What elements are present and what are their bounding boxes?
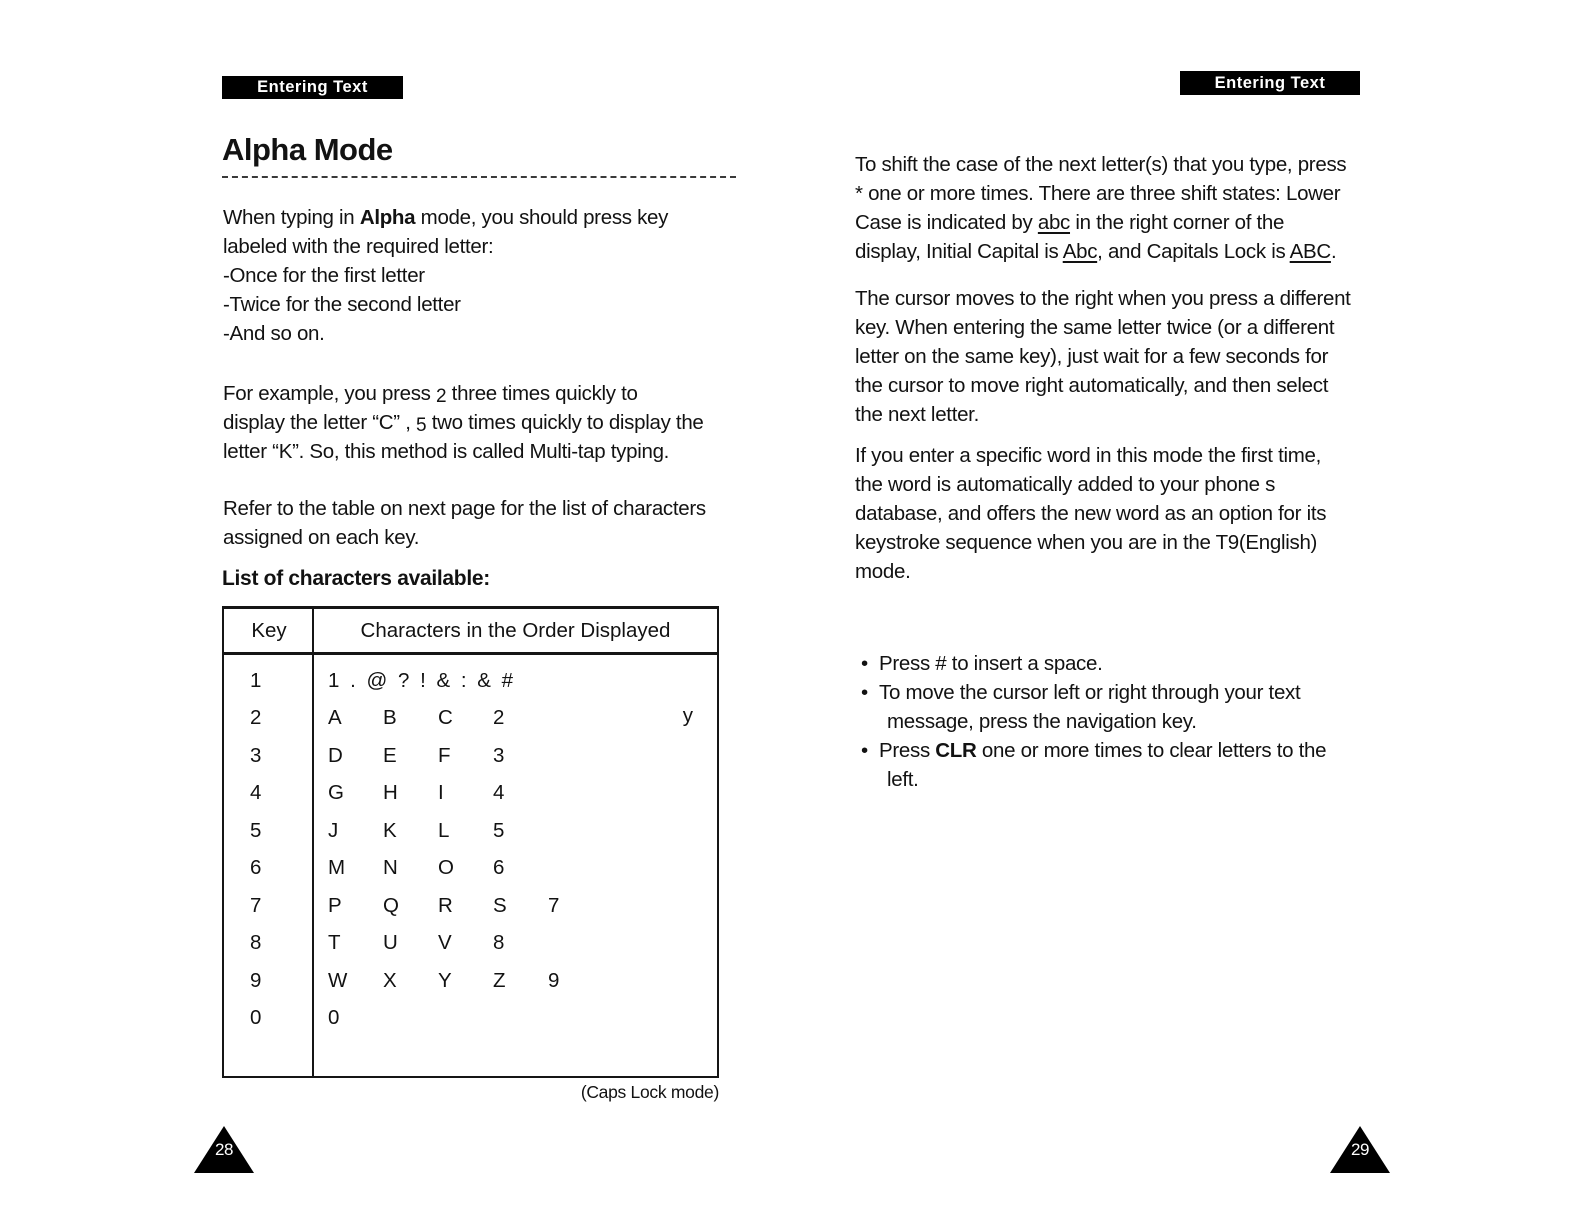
text-line: [855, 208, 1346, 237]
refer-paragraph: [223, 494, 706, 552]
character: Z: [493, 968, 506, 992]
table-cell-key: 6: [250, 856, 262, 880]
text-segment: mode, you should press key: [415, 206, 669, 229]
character: Y: [438, 968, 452, 992]
text-line: [223, 379, 704, 408]
text-line: the next letter.: [855, 403, 979, 426]
table-row: [224, 737, 717, 775]
table-cell-characters: [314, 744, 717, 768]
table-row: [224, 962, 717, 1000]
text-line: Refer to the table on next page for the list of characters: [223, 497, 706, 520]
table-row: [224, 925, 717, 963]
table-body: [224, 655, 717, 1037]
text-line: [223, 203, 668, 232]
table-cell-key: 5: [250, 818, 262, 842]
characters-table: [222, 606, 719, 1078]
character: 3: [493, 743, 505, 767]
text-line: -Twice for the second letter: [223, 293, 461, 316]
table-cell-key: 9: [250, 968, 262, 992]
character: E: [383, 743, 397, 767]
table-row: [224, 850, 717, 888]
bullet-continuation: left.: [887, 768, 919, 791]
intro-paragraph: [223, 203, 668, 348]
page-title: Alpha Mode: [222, 132, 393, 167]
text-segment: display the letter “C” ,: [223, 411, 417, 434]
table-header-characters: Characters in the Order Displayed: [360, 618, 671, 642]
character: A: [328, 706, 342, 730]
text-segment: For example, you press: [223, 382, 436, 405]
text-line: -Once for the first letter: [223, 264, 425, 287]
character: J: [328, 818, 339, 842]
table-cell-key: 3: [250, 743, 262, 767]
text-line: The cursor moves to the right when you press a different: [855, 287, 1351, 310]
text-segment: To move the cursor left or right through your text: [879, 681, 1301, 704]
character: D: [328, 743, 343, 767]
table-cell-characters: [314, 969, 717, 993]
bullet-icon: •: [861, 652, 868, 675]
cursor-paragraph: [855, 284, 1351, 429]
table-cell-characters: [314, 931, 717, 955]
text-line: the word is automatically added to your phone s: [855, 473, 1276, 496]
character: F: [438, 743, 451, 767]
character: N: [383, 856, 398, 880]
character: H: [383, 781, 398, 805]
character: P: [328, 893, 342, 917]
bullet-item: [857, 649, 1326, 678]
page-number-triangle-left: [194, 1126, 254, 1173]
character: T: [328, 931, 341, 955]
database-paragraph: [855, 441, 1326, 586]
text-segment: two times quickly to display the: [426, 411, 704, 434]
character: 4: [493, 781, 505, 805]
text-line: database, and offers the new word as an option for its: [855, 502, 1327, 525]
text-segment: one or more times to clear letters to the: [976, 739, 1327, 762]
text-segment: in the right corner of the: [1070, 211, 1285, 234]
table-cell-characters: [314, 781, 717, 805]
table-cell-characters: [314, 1006, 717, 1030]
text-segment: .: [1330, 240, 1337, 263]
table-cell-characters: [314, 894, 717, 918]
text-segment: Press # to insert a space.: [879, 652, 1103, 675]
text-line: [855, 237, 1346, 266]
text-segment: , and Capitals Lock is: [1097, 240, 1290, 263]
table-row: [224, 887, 717, 925]
text-line: key. When entering the same letter twice (or a different: [855, 316, 1335, 339]
bold-text: CLR: [935, 739, 977, 762]
section-tab-label: Entering Text: [257, 78, 368, 96]
character: I: [438, 781, 444, 805]
table-cell-key: 2: [250, 706, 262, 730]
table-cell-key: 1: [250, 668, 262, 692]
page-number: 29: [1351, 1140, 1369, 1159]
table-cell-key: 0: [250, 1006, 262, 1030]
table-cell-characters: [314, 669, 717, 693]
table-cell-key: 4: [250, 781, 262, 805]
table-cell-key: 8: [250, 931, 262, 955]
section-tab-right: [1180, 71, 1360, 95]
table-cell-characters: [314, 703, 717, 730]
character: K: [383, 818, 397, 842]
table-cell-characters: [314, 819, 717, 843]
table-row: [224, 1000, 717, 1038]
character: W: [328, 968, 348, 992]
character: Q: [383, 893, 399, 917]
underlined-text: abc: [1037, 211, 1071, 234]
text-line: If you enter a specific word in this mode the first time,: [855, 444, 1321, 467]
text-segment: Case is indicated by: [855, 211, 1038, 234]
character: B: [383, 706, 397, 730]
character: 7: [548, 893, 560, 917]
character: L: [438, 818, 450, 842]
underlined-text: Abc: [1062, 240, 1098, 263]
character: 1 . @ ? ! & : & #: [328, 668, 516, 692]
character: M: [328, 856, 346, 880]
bullet-icon: •: [861, 681, 868, 704]
title-divider: [222, 176, 736, 178]
text-line: letter “K”. So, this method is called Multi-tap typing.: [223, 440, 670, 463]
bullet-continuation: message, press the navigation key.: [887, 710, 1197, 733]
character: G: [328, 781, 344, 805]
character: 6: [493, 856, 505, 880]
table-row: [224, 812, 717, 850]
table-cell-key: 7: [250, 893, 262, 917]
character: 2: [493, 706, 505, 730]
table-row: [224, 700, 717, 738]
character: X: [383, 968, 397, 992]
page-number-triangle-right: [1330, 1126, 1390, 1173]
text-segment: display, Initial Capital is: [855, 240, 1063, 263]
bullet-item: [857, 736, 1326, 765]
example-paragraph: [223, 379, 704, 466]
text-line: * one or more times. There are three shift states: Lower: [855, 182, 1341, 205]
shift-case-paragraph: [855, 150, 1346, 266]
text-segment: three times quickly to: [446, 382, 638, 405]
text-line: -And so on.: [223, 322, 325, 345]
text-segment: When typing in: [223, 206, 360, 229]
character: O: [438, 856, 454, 880]
table-row: [224, 775, 717, 813]
section-tab-label: Entering Text: [1214, 74, 1326, 92]
character: V: [438, 931, 452, 955]
text-segment: Press: [879, 739, 936, 762]
table-caption: (Caps Lock mode): [580, 1082, 719, 1102]
stray-character: y: [682, 703, 693, 727]
character: 8: [493, 931, 505, 955]
bullet-list: [857, 649, 1326, 794]
table-header-row: [224, 609, 717, 655]
table-row: [224, 662, 717, 700]
text-line: To shift the case of the next letter(s) that you type, press: [855, 153, 1347, 176]
character: 0: [328, 1006, 340, 1030]
list-heading: List of characters available:: [222, 567, 490, 590]
character: R: [438, 893, 453, 917]
table-header-key: Key: [251, 618, 287, 642]
bold-text: Alpha: [359, 206, 416, 229]
character: 5: [493, 818, 505, 842]
character: 9: [548, 968, 560, 992]
text-line: the cursor to move right automatically, and then select: [855, 374, 1329, 397]
text-line: [223, 408, 704, 437]
character: U: [383, 931, 398, 955]
text-line: letter on the same key), just wait for a few seconds for: [855, 345, 1329, 368]
text-line: assigned on each key.: [223, 526, 420, 549]
key-number: 2: [436, 386, 447, 407]
text-line: mode.: [855, 560, 911, 583]
bullet-icon: •: [861, 739, 868, 762]
table-cell-characters: [314, 856, 717, 880]
character: C: [438, 706, 453, 730]
character: S: [493, 893, 507, 917]
text-line: keystroke sequence when you are in the T9(English): [855, 531, 1318, 554]
page-number: 28: [215, 1140, 233, 1159]
key-number: 5: [416, 415, 427, 436]
text-line: labeled with the required letter:: [223, 235, 494, 258]
underlined-text: ABC: [1289, 240, 1331, 263]
bullet-item: [857, 678, 1326, 707]
section-tab-left: [222, 76, 403, 99]
